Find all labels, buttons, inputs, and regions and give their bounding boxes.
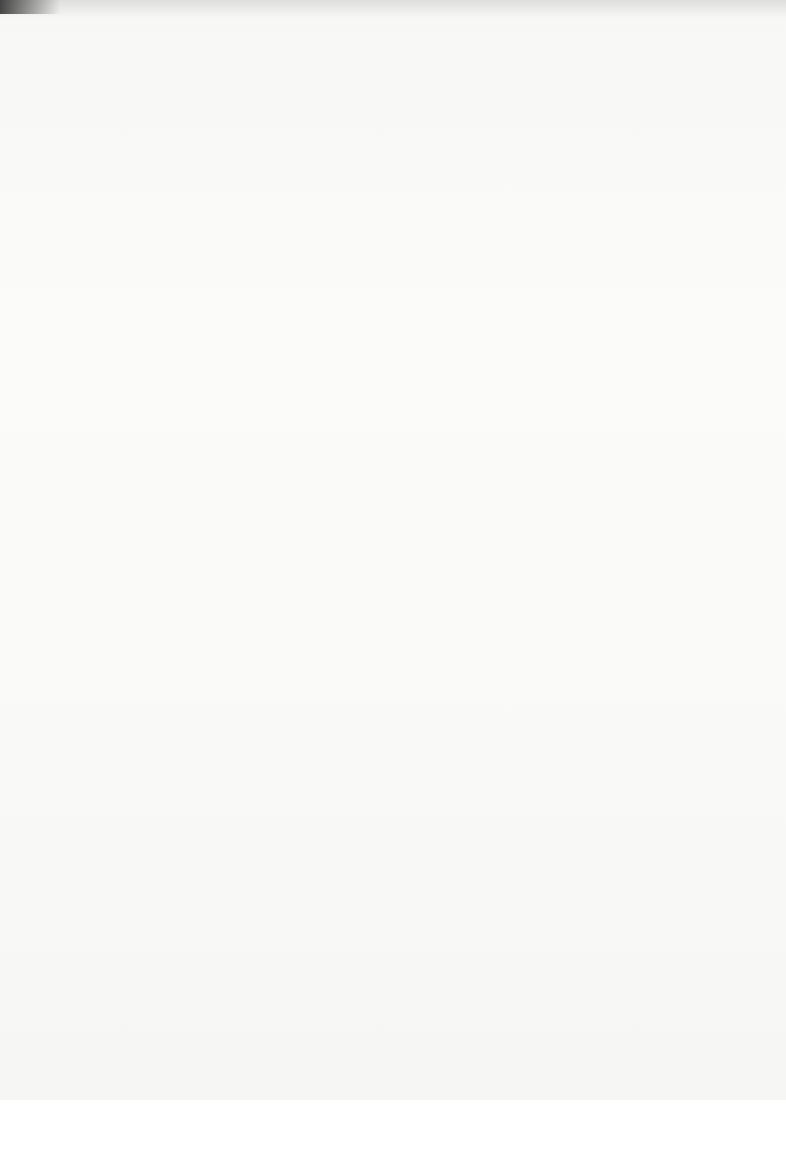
scan-shadow	[0, 0, 786, 18]
french-fries-list	[408, 111, 736, 131]
topping-section	[396, 674, 732, 678]
fries-top-price-row	[408, 111, 736, 131]
topping-list	[396, 676, 746, 678]
scan-corner	[0, 0, 60, 14]
pizza-list	[399, 477, 733, 480]
scan-margin	[0, 1100, 786, 1153]
